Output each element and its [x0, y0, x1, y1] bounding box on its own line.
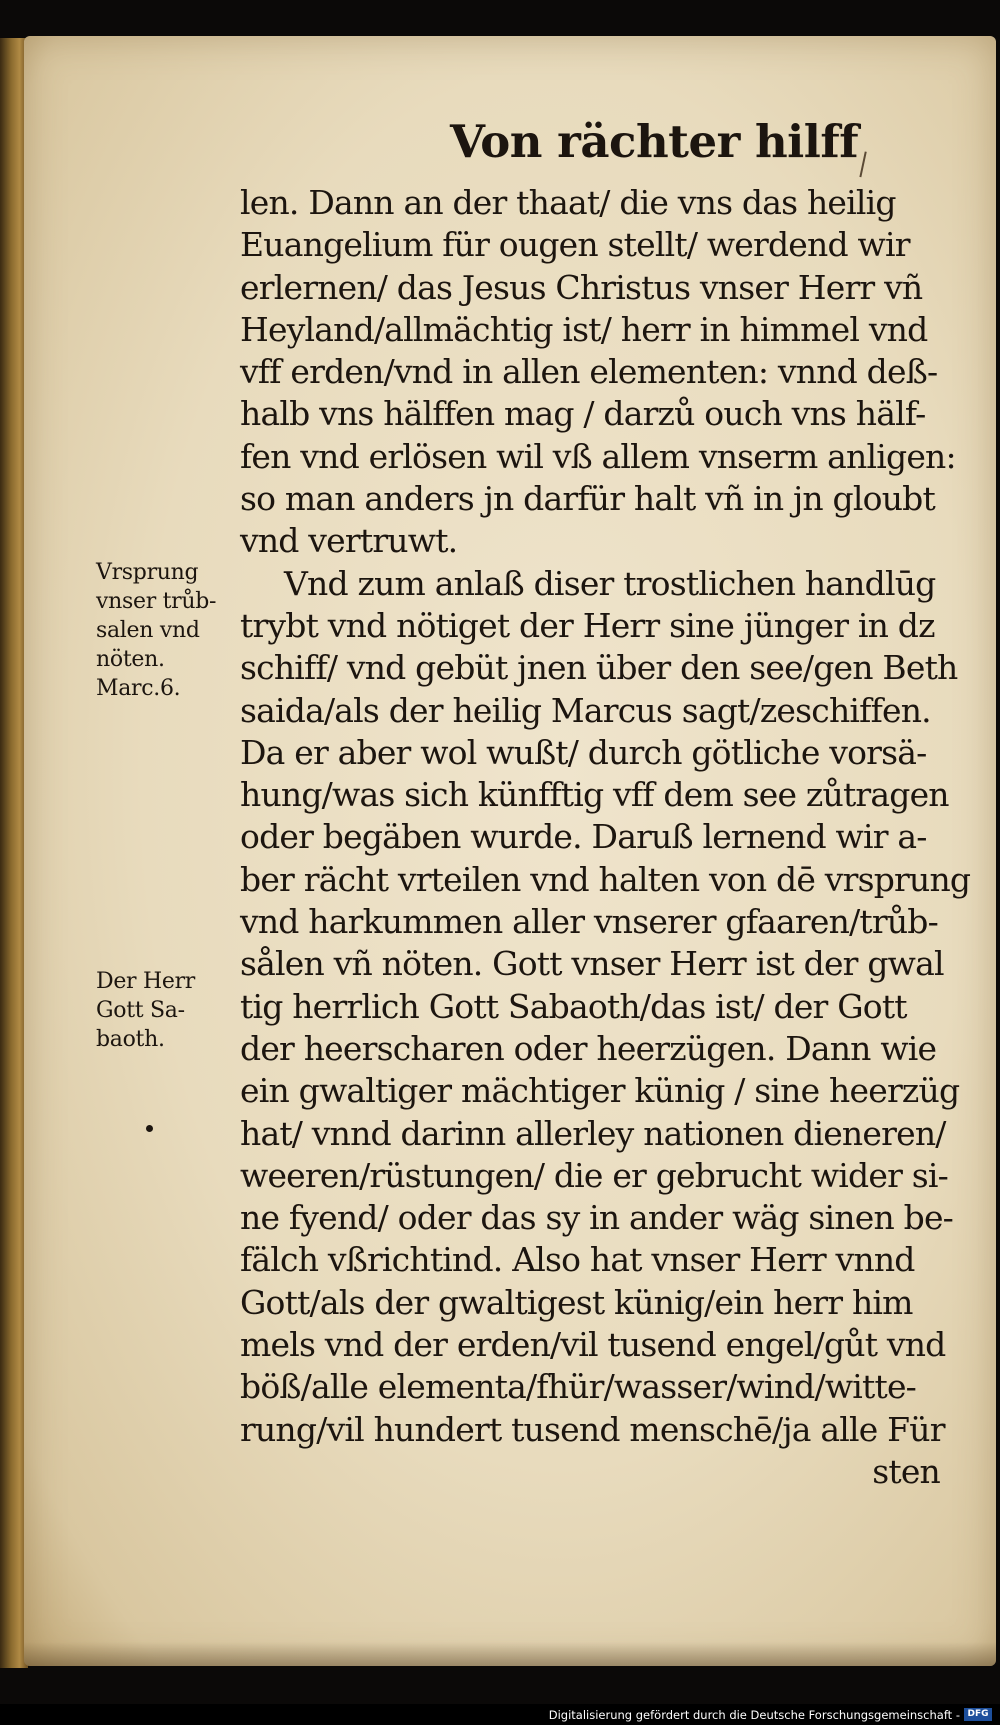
margin-line: Gott Sa-	[96, 998, 185, 1023]
margin-note-vrsprung	[96, 558, 236, 703]
text-line: fen vnd erlösen wil vß allem vnserm anligen:	[240, 436, 956, 476]
dfg-logo: DFG	[964, 1708, 992, 1721]
text-line: Da er aber wol wußt/ durch götliche vorsä-	[240, 732, 927, 772]
margin-line: Marc.6.	[96, 676, 181, 701]
margin-note-sabaoth	[96, 967, 236, 1054]
digitization-footer	[0, 1704, 1000, 1725]
text-line: vff erden/vnd in allen elementen: vnnd deß-	[240, 352, 938, 392]
text-line: böß/alle elementa/fhür/wasser/wind/witte-	[240, 1367, 917, 1407]
text-line: schiff/ vnd gebüt jnen über den see/gen Beth	[240, 648, 958, 688]
margin-line: baoth.	[96, 1027, 165, 1052]
margin-line: nöten.	[96, 647, 165, 672]
page-bottom-shadow	[24, 1642, 996, 1666]
catchword: sten	[872, 1451, 940, 1491]
text-line: mels vnd der erden/vil tusend engel/gůt vnd	[240, 1325, 946, 1365]
text-line: ein gwaltiger mächtiger künig / sine heerzüg	[240, 1071, 960, 1111]
running-head: Von rächter hilff	[450, 115, 859, 168]
text-line: hung/was sich künfftig vff dem see zůtragen	[240, 775, 949, 815]
text-line: vnd vertruwt.	[240, 521, 458, 561]
text-line: so man anders jn darfür halt vñ in jn gloubt	[240, 479, 935, 519]
text-line: Vnd zum anlaß diser trostlichen handlūg	[284, 563, 936, 603]
footer-credit: Digitalisierung gefördert durch die Deutsche Forschungsgemeinschaft -	[548, 1708, 960, 1722]
ink-dot	[146, 1125, 153, 1132]
margin-line: vnser trůb-	[96, 589, 217, 614]
text-line: weeren/rüstungen/ die er gebrucht wider si-	[240, 1155, 948, 1195]
text-line: ne fyend/ oder das sy in ander wäg sinen be-	[240, 1198, 954, 1238]
body-text	[240, 182, 971, 1493]
margin-line: Der Herr	[96, 969, 196, 994]
text-line: rung/vil hundert tusend menschē/ja alle Für	[240, 1409, 945, 1449]
text-line: hat/ vnnd darinn allerley nationen dieneren/	[240, 1113, 946, 1153]
text-line: erlernen/ das Jesus Christus vnser Herr vñ	[240, 267, 923, 307]
text-line: vnd harkummen aller vnserer gfaaren/trůb-	[240, 902, 938, 942]
text-line: halb vns hälffen mag / darzů ouch vns hälf-	[240, 394, 926, 434]
text-line: tig herrlich Gott Sabaoth/das ist/ der Gott	[240, 986, 907, 1026]
text-line: len. Dann an der thaat/ die vns das heilig	[240, 183, 896, 222]
margin-line: salen vnd	[96, 618, 200, 643]
margin-line: Vrsprung	[96, 560, 199, 585]
text-line: fälch vßrichtind. Also hat vnser Herr vnnd	[240, 1240, 915, 1280]
text-line: oder begäben wurde. Daruß lernend wir a-	[240, 817, 927, 857]
text-line: ber rächt vrteilen vnd halten von dē vrsprung	[240, 859, 971, 899]
text-line: der heerscharen oder heerzügen. Dann wie	[240, 1028, 937, 1068]
text-line: sålen vñ nöten. Gott vnser Herr ist der gwal	[240, 944, 944, 984]
text-line: trybt vnd nötiget der Herr sine jünger in dz	[240, 605, 935, 645]
text-line: Gott/als der gwaltigest künig/ein herr him	[240, 1282, 913, 1322]
text-line: saida/als der heilig Marcus sagt/zeschiffen.	[240, 690, 931, 730]
text-line: Euangelium für ougen stellt/ werdend wir	[240, 225, 910, 265]
text-line: Heyland/allmächtig ist/ herr in himmel vnd	[240, 309, 928, 349]
